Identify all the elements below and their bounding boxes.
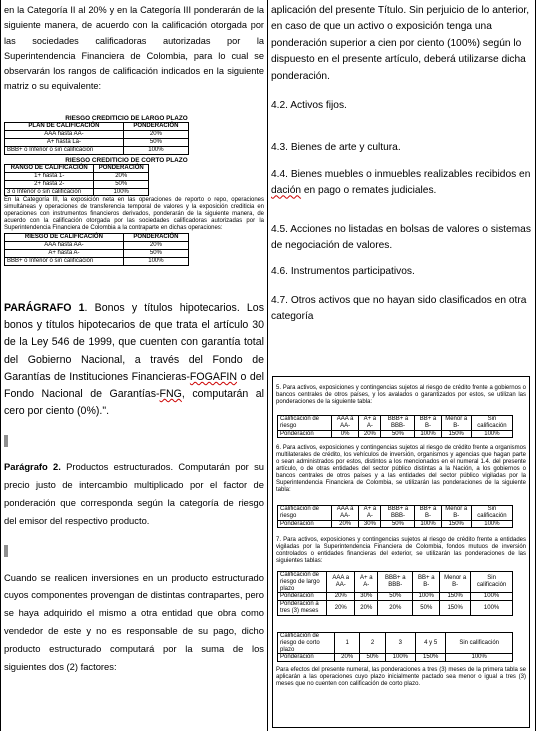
long-term-table	[4, 122, 189, 155]
point-6-table	[277, 505, 513, 528]
table-cell: 50%	[123, 138, 188, 146]
table-cell: Sin calificación	[471, 416, 512, 431]
table-cell: 20%	[123, 242, 188, 250]
table-row	[5, 188, 149, 196]
table-cell: A+ a A-	[359, 416, 381, 431]
table-cell: 100%	[471, 601, 513, 616]
short-term-header: RANGO DE CALIFICACIÓN	[5, 164, 94, 172]
table-cell: BBB+ a BBB-	[381, 506, 415, 521]
table-cell: 100%	[385, 654, 415, 662]
table-cell: Ponderación	[278, 520, 332, 528]
table-cell: Ponderación a tres (3) meses	[278, 601, 327, 616]
table-cell: A+ a A-	[359, 506, 381, 521]
table-cell: 150%	[440, 593, 471, 601]
table-row	[5, 172, 149, 180]
table-cell: 20%	[378, 601, 413, 616]
long-term-header: PLAN DE CALIFICACIÓN	[5, 122, 124, 130]
table-cell: Menor a B-	[441, 506, 471, 521]
short-term-title: RIESGO CREDITICIO DE CORTO PLAZO	[65, 156, 188, 164]
table-cell: 20%	[355, 601, 378, 616]
table-cell: AAA a AA-	[331, 506, 358, 521]
table-row	[278, 593, 513, 601]
table-row	[278, 654, 513, 662]
table-cell: 50%	[360, 654, 385, 662]
table-cell: 150%	[441, 520, 471, 528]
paragraph-1-text: , computarán al cero por ciento (0%).".	[4, 388, 264, 418]
table-cell: 3 o Inferior o sin calificación	[5, 188, 94, 196]
table-cell: Calificación de riesgo de largo plazo	[278, 572, 327, 593]
table-row	[5, 180, 149, 188]
table-cell: 20%	[331, 520, 358, 528]
point-7-text: 7. Para activos, exposiciones y contingencias sujetos al riesgo de crédito frente a entidades vigiladas por la Superintendencia Financiera de Colombia, fondos mutuos de inversión controlados o entidades financieras del exterior, se utilizarán las ponderaciones de las siguientes tablas:	[276, 537, 526, 564]
empty-paragraph-marker[interactable]	[4, 435, 8, 447]
empty-paragraph-marker[interactable]	[4, 545, 8, 557]
paragraph-2[interactable]	[4, 458, 264, 529]
table-cell: 30%	[355, 593, 378, 601]
table-cell: 100%	[471, 593, 513, 601]
table-row	[278, 520, 513, 528]
table-cell: Ponderación	[278, 654, 335, 662]
table-cell: 100%	[471, 430, 512, 438]
table-cell: BBB+ o Inferior o sin calificación	[5, 146, 124, 154]
table-cell: 100%	[471, 520, 512, 528]
short-term-table	[4, 164, 149, 197]
table-cell: 20%	[335, 654, 360, 662]
long-term-title: RIESGO CREDITICIO DE LARGO PLAZO	[65, 114, 188, 122]
table-cell: 150%	[440, 601, 471, 616]
point-6-text: 6. Para activos, exposiciones y contingencias sujetos al riesgo de crédito frente a organismos multilaterales de crédito, los vehículos de inversión, organismos y agencias que hagan parte o sean administrados por estos, distintos a los mencionados en el numeral 1.4. del presente artículo, o de otras entidades del sector público distintas a la Nación, a los gobiernos o bancos centrales de otros países y a las entidades del sector público vigiladas por la Superintendencia Financiera de Colombia, se utilizarán las ponderaciones de la siguiente tabla:	[276, 445, 526, 493]
paragraph-2-text: Productos estructurados. Computarán por su precio justo de intercambio multiplicado por el factor de ponderación que corresponda según la categoría de riesgo del emisor del respectivo producto.	[4, 461, 264, 526]
table-cell: 100%	[446, 654, 513, 662]
table-cell: Calificación de riesgo	[278, 416, 332, 431]
table-cell: 50%	[381, 430, 415, 438]
table-cell: 0%	[331, 430, 358, 438]
table-cell: Calificación de riesgo de corto plazo	[278, 633, 335, 654]
table-cell: BB+ a B-	[415, 506, 441, 521]
table-cell: Sin calificación	[471, 572, 513, 593]
table-cell: BB+ a B-	[413, 572, 440, 593]
paragraph-2-label: Parágrafo 2.	[4, 461, 61, 473]
table-cell: 50%	[123, 250, 188, 258]
table-cell: 100%	[413, 593, 440, 601]
table-cell: AAA hasta AA-	[5, 130, 124, 138]
paragraph-1[interactable]	[4, 300, 264, 420]
item-4-3[interactable]: 4.3. Bienes de arte y cultura.	[271, 142, 401, 154]
table-cell: 20%	[327, 601, 355, 616]
table-cell: 50%	[378, 593, 413, 601]
right-column	[271, 3, 531, 326]
short-term-scan-table	[277, 632, 513, 662]
table-cell: 20%	[359, 430, 381, 438]
table-cell: AAA hasta AA-	[5, 242, 124, 250]
table-cell: BBB+ o Inferior o sin calificación	[5, 258, 124, 266]
scanned-image-box	[272, 376, 530, 728]
item-4-4-text: 4.4. Bienes muebles o inmuebles realizables recibidos en	[271, 168, 531, 180]
table-cell: 20%	[327, 593, 355, 601]
table-cell: 100%	[123, 146, 188, 154]
table-cell: 1	[335, 633, 360, 654]
table-cell: 1+ hasta 1-	[5, 172, 94, 180]
paragraph-3[interactable]: Cuando se realicen inversiones en un producto estructurado cuyos componentes provengan de distintas contrapartes, pero se haya adquirido el mismo a otra entidad que obra como vendedor de este y no es responsable de su pago, dicho producto estructurado computará por la suma de los siguientes dos (2) factores:	[4, 571, 264, 672]
table-cell: 50%	[381, 520, 415, 528]
table-cell: Ponderación	[278, 593, 327, 601]
table-row	[5, 250, 189, 258]
right-intro-paragraph[interactable]: aplicación del presente Título. Sin perjuicio de lo anterior, en caso de que un activo o exposición tenga una ponderación superior a cien por ciento (100%) según lo dispuesto en el presente artículo, deberá utilizarse dicha ponderación.	[271, 5, 530, 82]
table-cell: AAA a AA-	[331, 416, 358, 431]
scan-footnote: Para efectos del presente numeral, las ponderaciones a tres (3) meses de la primera tabla se aplicarán a las operaciones cuyo plazo inicialmente pactado sea menor o igual a tres (3) meses que no cuenten con calificación de corto plazo.	[276, 667, 526, 687]
table-row	[5, 138, 189, 146]
left-column	[4, 3, 264, 675]
point-7-table	[277, 571, 513, 616]
point-5-table	[277, 415, 513, 438]
table-cell: Menor a B-	[440, 572, 471, 593]
table-row	[5, 130, 189, 138]
table-row	[278, 506, 513, 521]
table-cell: Menor a B-	[441, 416, 471, 431]
table-cell: BBB+ a BBB-	[378, 572, 413, 593]
table-cell: Sin calificación	[446, 633, 513, 654]
table-cell: 100%	[123, 258, 188, 266]
table-cell: Calificación de riesgo	[278, 506, 332, 521]
fng-term: FNG	[159, 388, 182, 401]
table-cell: 20%	[94, 172, 149, 180]
table-cell: BBB+ a BBB-	[381, 416, 415, 431]
table-cell: A+ hasta La-	[5, 138, 124, 146]
table-row	[278, 416, 513, 431]
table-cell: A+ a A-	[355, 572, 378, 593]
table-cell: 100%	[415, 430, 441, 438]
table-row	[278, 572, 513, 593]
table-cell: 150%	[441, 430, 471, 438]
dacion-term: dación	[271, 185, 302, 197]
item-4-4[interactable]	[271, 167, 531, 200]
paragraph-1-label: PARÁGRAFO 1	[4, 302, 85, 315]
category-iii-header: PONDERACIÓN	[123, 234, 188, 242]
table-cell: 4 y 5	[416, 633, 446, 654]
paragraph-1-text: o del Fondo Nacional de Garantías-	[4, 370, 264, 401]
table-row	[278, 601, 513, 616]
table-cell: 50%	[413, 601, 440, 616]
category-iii-table	[4, 233, 189, 266]
point-5-text: 5. Para activos, exposiciones y contingencias sujetos al riesgo de crédito frente a gobiernos o bancos centrales de otros países, y los avalados o garantizados por estos, se utilizan las ponderaciones de la siguiente tabla:	[276, 385, 526, 405]
item-4-2[interactable]: 4.2. Activos fijos.	[271, 100, 347, 112]
table-row	[5, 242, 189, 250]
table-cell: 3	[385, 633, 415, 654]
table-cell: Sin calificación	[471, 506, 512, 521]
table-cell: 100%	[415, 520, 441, 528]
table-cell: 100%	[94, 188, 149, 196]
table-cell: 2	[360, 633, 385, 654]
table-cell: Ponderación	[278, 430, 332, 438]
item-4-6[interactable]: 4.6. Instrumentos participativos.	[271, 266, 415, 278]
table-cell: 50%	[94, 180, 149, 188]
table-cell: 2+ hasta 2-	[5, 180, 94, 188]
table-cell: BB+ a B-	[415, 416, 441, 431]
table-cell: A+ hasta A-	[5, 250, 124, 258]
table-cell: 150%	[416, 654, 446, 662]
column-divider	[267, 0, 268, 731]
table-row	[5, 146, 189, 154]
paragraph-1-text: . Bonos y títulos hipotecarios. Los bonos y títulos hipotecarios de que trata el artículo 30 de la Ley 546 de 1999, que cuenten con garantía total del Gobierno Nacional, a través del Fondo de Garantías de Instituciones Financieras-	[4, 302, 264, 383]
intro-paragraph[interactable]: en la Categoría II al 20% y en la Categoría III ponderarán de la siguiente manera, de acuerdo con la calificación otorgada por las sociedades calificadoras autorizadas por la Superintendencia Financiera de Colombia, para lo cual se observarán los rangos de calificación indicados en la siguiente matriz o su equivalente:	[4, 5, 264, 92]
table-row	[5, 258, 189, 266]
table-cell: 20%	[123, 130, 188, 138]
scanned-tables-block	[4, 115, 264, 266]
table-row	[278, 633, 513, 654]
fogafin-term: FOGAFIN	[189, 370, 238, 383]
long-term-header: PONDERACIÓN	[123, 122, 188, 130]
item-4-4-text: en pago o remates judiciales.	[301, 185, 437, 197]
table-cell: AAA a AA-	[327, 572, 355, 593]
item-4-5[interactable]: 4.5. Acciones no listadas en bolsas de valores o sistemas de negociación de valores.	[271, 223, 531, 252]
category-iii-header: RIESGO DE CALIFICACIÓN	[5, 234, 124, 242]
table-row	[278, 430, 513, 438]
short-term-header: PONDERACIÓN	[94, 164, 149, 172]
item-4-7[interactable]: 4.7. Otros activos que no hayan sido clasificados en otra categoría	[271, 294, 527, 323]
table-cell: 30%	[359, 520, 381, 528]
category-iii-text: En la Categoría III, la exposición neta en las operaciones de reporto o repo, operaciones simultáneas y operaciones de transferencia temporal de valores y la exposición crediticia en operaciones con instrumentos financieros derivados, ponderarán de la siguiente manera, de acuerdo con la calificación otorgada por las sociedades calificadoras autorizadas por la Superintendencia Financiera de Colombia a la contraparte en dichas operaciones:	[4, 197, 264, 232]
